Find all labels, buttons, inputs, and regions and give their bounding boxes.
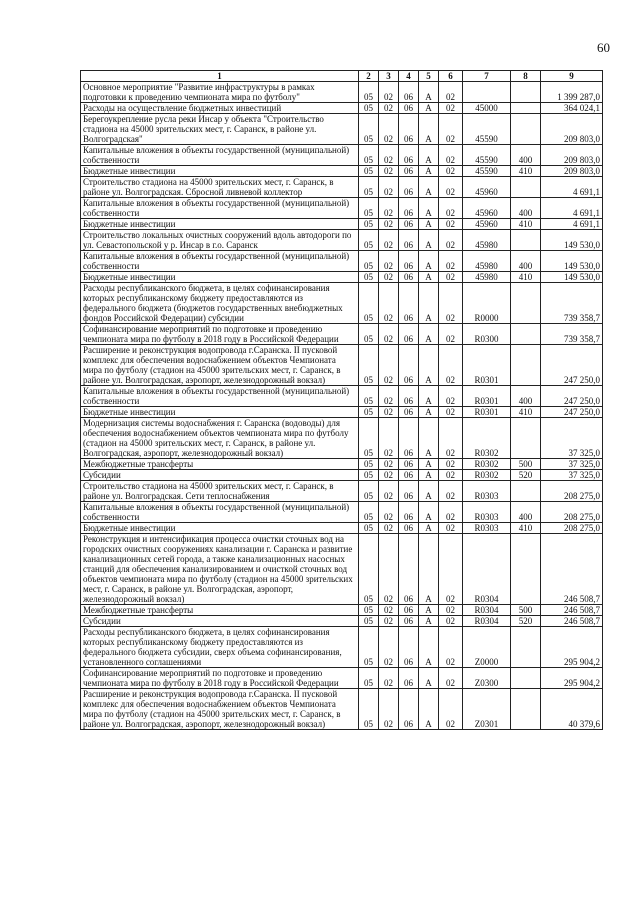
code-target: R0301 (463, 386, 511, 407)
row-amount: 295 904,2 (541, 627, 603, 668)
code-expense-type (511, 418, 541, 459)
code-subsection: 06 (399, 386, 419, 407)
row-amount: 247 250,0 (541, 407, 603, 418)
code-target: Z0301 (463, 689, 511, 730)
table-row (81, 145, 603, 166)
row-amount: 40 379,6 (541, 689, 603, 730)
code-expense-type (511, 283, 541, 324)
code-subprogram: 02 (439, 345, 463, 386)
code-target: Z0000 (463, 627, 511, 668)
code-program: А (419, 166, 439, 177)
row-amount: 1 399 287,0 (541, 82, 603, 103)
code-expense-type: 410 (511, 407, 541, 418)
code-program: А (419, 418, 439, 459)
row-name: Бюджетные инвестиции (81, 166, 359, 177)
code-section: 02 (379, 145, 399, 166)
row-name: Основное мероприятие "Развитие инфраструктуры в рамках подготовки к проведению чемпионата мира по футболу" (81, 82, 359, 103)
code-subsection: 06 (399, 166, 419, 177)
code-expense-type (511, 114, 541, 145)
code-program: А (419, 605, 439, 616)
code-ministry: 05 (359, 198, 379, 219)
code-section: 02 (379, 386, 399, 407)
code-subsection: 06 (399, 481, 419, 502)
code-target: 45980 (463, 272, 511, 283)
table-row (81, 177, 603, 198)
code-subsection: 06 (399, 114, 419, 145)
row-name: Капитальные вложения в объекты государственной (муниципальной) собственности (81, 198, 359, 219)
code-section: 02 (379, 523, 399, 534)
code-target: 45960 (463, 198, 511, 219)
row-amount: 247 250,0 (541, 386, 603, 407)
code-expense-type (511, 177, 541, 198)
code-section: 02 (379, 166, 399, 177)
row-amount: 739 358,7 (541, 324, 603, 345)
code-subprogram: 02 (439, 219, 463, 230)
code-subprogram: 02 (439, 283, 463, 324)
code-target: 45590 (463, 114, 511, 145)
code-target: 45960 (463, 219, 511, 230)
table-row (81, 470, 603, 481)
code-program: А (419, 145, 439, 166)
code-expense-type: 410 (511, 272, 541, 283)
table-row (81, 459, 603, 470)
code-expense-type (511, 324, 541, 345)
row-name: Капитальные вложения в объекты государственной (муниципальной) собственности (81, 502, 359, 523)
code-expense-type: 520 (511, 616, 541, 627)
code-section: 02 (379, 103, 399, 114)
table-body (81, 82, 603, 730)
code-target: R0300 (463, 324, 511, 345)
code-section: 02 (379, 481, 399, 502)
code-section: 02 (379, 605, 399, 616)
code-subsection: 06 (399, 470, 419, 481)
table-row (81, 616, 603, 627)
code-ministry: 05 (359, 345, 379, 386)
code-subprogram: 02 (439, 459, 463, 470)
code-ministry: 05 (359, 251, 379, 272)
row-amount: 37 325,0 (541, 470, 603, 481)
code-section: 02 (379, 418, 399, 459)
code-subsection: 06 (399, 627, 419, 668)
code-section: 02 (379, 283, 399, 324)
table-row (81, 283, 603, 324)
code-expense-type: 400 (511, 502, 541, 523)
table-row (81, 418, 603, 459)
budget-table (80, 70, 603, 730)
code-section: 02 (379, 345, 399, 386)
row-amount: 246 508,7 (541, 616, 603, 627)
code-section: 02 (379, 230, 399, 251)
row-name: Расширение и реконструкция водопровода г.Саранска. II пусковой комплекс для обеспечения водоснабжением объектов Чемпионата мира по футболу (стадион на 45000 зрительских мест, г. Саранск, в районе ул. Волгоградская, аэропорт, железнодорожный вокзал) (81, 689, 359, 730)
table-row (81, 251, 603, 272)
code-ministry: 05 (359, 605, 379, 616)
code-subprogram: 02 (439, 324, 463, 345)
code-subprogram: 02 (439, 251, 463, 272)
table-row (81, 668, 603, 689)
code-ministry: 05 (359, 145, 379, 166)
code-subprogram: 02 (439, 177, 463, 198)
code-target: R0301 (463, 345, 511, 386)
row-amount: 739 358,7 (541, 283, 603, 324)
code-target: 45980 (463, 230, 511, 251)
table-row (81, 534, 603, 605)
code-expense-type: 410 (511, 219, 541, 230)
code-ministry: 05 (359, 324, 379, 345)
code-program: А (419, 470, 439, 481)
code-target: R0303 (463, 502, 511, 523)
code-subprogram: 02 (439, 481, 463, 502)
code-subsection: 06 (399, 219, 419, 230)
row-name: Капитальные вложения в объекты государственной (муниципальной) собственности (81, 386, 359, 407)
code-ministry: 05 (359, 82, 379, 103)
row-name: Строительство локальных очистных сооружений вдоль автодороги по ул. Севастопольской у р. Инсар в г.о. Саранск (81, 230, 359, 251)
table-row (81, 502, 603, 523)
row-name: Бюджетные инвестиции (81, 219, 359, 230)
column-header: 9 (541, 71, 603, 82)
column-header: 6 (439, 71, 463, 82)
code-expense-type (511, 668, 541, 689)
code-expense-type: 410 (511, 166, 541, 177)
code-subprogram: 02 (439, 668, 463, 689)
code-target: 45000 (463, 103, 511, 114)
row-amount: 208 275,0 (541, 502, 603, 523)
code-subprogram: 02 (439, 605, 463, 616)
code-program: А (419, 668, 439, 689)
table-row (81, 627, 603, 668)
code-program: А (419, 534, 439, 605)
code-program: А (419, 198, 439, 219)
row-amount: 37 325,0 (541, 418, 603, 459)
table-row (81, 481, 603, 502)
column-header: 1 (81, 71, 359, 82)
table-row (81, 198, 603, 219)
code-section: 02 (379, 668, 399, 689)
code-target: R0301 (463, 407, 511, 418)
row-name: Капитальные вложения в объекты государственной (муниципальной) собственности (81, 251, 359, 272)
row-name: Реконструкция и интенсификация процесса очистки сточных вод на городских очистных сооружениях канализации г. Саранска и развитие канализационных сетей города, а также канализационных насосных станций для обеспечения канализированием и очисткой сточных вод объектов чемпионата мира по футболу (стадион на 45000 зрительских мест, г. Саранск, в районе ул. Волгоградская, аэропорт, железнодорожный вокзал) (81, 534, 359, 605)
code-program: А (419, 283, 439, 324)
row-amount: 209 803,0 (541, 145, 603, 166)
code-ministry: 05 (359, 627, 379, 668)
code-target: Z0300 (463, 668, 511, 689)
code-ministry: 05 (359, 386, 379, 407)
code-expense-type (511, 103, 541, 114)
code-program: А (419, 219, 439, 230)
code-expense-type: 400 (511, 198, 541, 219)
code-subsection: 06 (399, 418, 419, 459)
code-subprogram: 02 (439, 82, 463, 103)
code-expense-type: 500 (511, 459, 541, 470)
code-ministry: 05 (359, 470, 379, 481)
code-subsection: 06 (399, 82, 419, 103)
code-section: 02 (379, 502, 399, 523)
code-section: 02 (379, 616, 399, 627)
code-target: 45960 (463, 177, 511, 198)
code-subsection: 06 (399, 272, 419, 283)
code-subprogram: 02 (439, 523, 463, 534)
code-ministry: 05 (359, 534, 379, 605)
row-name: Софинансирование мероприятий по подготовке и проведению чемпионата мира по футболу в 2018 году в Российской Федерации (81, 324, 359, 345)
code-subprogram: 02 (439, 166, 463, 177)
row-name: Модернизация системы водоснабжения г. Саранска (водоводы) для обеспечения водоснабжением объектов чемпионата мира по футболу (стадион на 45000 зрительских мест, г. Саранск, в районе ул. Волгоградская, аэропорт, железнодорожный вокзал) (81, 418, 359, 459)
column-header: 4 (399, 71, 419, 82)
table-row (81, 82, 603, 103)
code-program: А (419, 324, 439, 345)
code-ministry: 05 (359, 230, 379, 251)
code-section: 02 (379, 324, 399, 345)
code-program: А (419, 386, 439, 407)
code-section: 02 (379, 114, 399, 145)
code-program: А (419, 407, 439, 418)
code-section: 02 (379, 459, 399, 470)
code-subprogram: 02 (439, 418, 463, 459)
row-name: Расходы республиканского бюджета, в целях софинансирования которых республиканскому бюджету предоставляются из федерального бюджета субсидии, сверх объема софинансирования, установленного соглашениями (81, 627, 359, 668)
column-header: 7 (463, 71, 511, 82)
row-name: Бюджетные инвестиции (81, 272, 359, 283)
code-program: А (419, 627, 439, 668)
page-number: 60 (597, 40, 610, 55)
code-section: 02 (379, 219, 399, 230)
row-name: Капитальные вложения в объекты государственной (муниципальной) собственности (81, 145, 359, 166)
code-ministry: 05 (359, 418, 379, 459)
table-header-row (81, 71, 603, 82)
table-row (81, 407, 603, 418)
code-subprogram: 02 (439, 534, 463, 605)
code-ministry: 05 (359, 177, 379, 198)
row-amount: 4 691,1 (541, 177, 603, 198)
code-expense-type: 500 (511, 605, 541, 616)
row-amount: 149 530,0 (541, 251, 603, 272)
code-subsection: 06 (399, 103, 419, 114)
code-ministry: 05 (359, 481, 379, 502)
row-amount: 364 024,1 (541, 103, 603, 114)
table-row (81, 230, 603, 251)
code-subprogram: 02 (439, 627, 463, 668)
code-subsection: 06 (399, 283, 419, 324)
code-target: R0304 (463, 616, 511, 627)
row-name: Расширение и реконструкция водопровода г.Саранска. II пусковой комплекс для обеспечения водоснабжением объектов Чемпионата мира по футболу (стадион на 45000 зрительских мест, г. Саранск, в районе ул. Волгоградская, аэропорт, железнодорожный вокзал) (81, 345, 359, 386)
code-subsection: 06 (399, 324, 419, 345)
row-name: Строительство стадиона на 45000 зрительских мест, г. Саранск, в районе ул. Волгоградская. Сети теплоснабжения (81, 481, 359, 502)
row-name: Расходы на осуществление бюджетных инвестиций (81, 103, 359, 114)
code-ministry: 05 (359, 459, 379, 470)
code-subsection: 06 (399, 668, 419, 689)
table-row (81, 166, 603, 177)
table-row (81, 605, 603, 616)
table-row (81, 219, 603, 230)
code-program: А (419, 523, 439, 534)
code-target: R0304 (463, 534, 511, 605)
code-ministry: 05 (359, 616, 379, 627)
code-subsection: 06 (399, 198, 419, 219)
column-header: 3 (379, 71, 399, 82)
code-subprogram: 02 (439, 230, 463, 251)
code-target: R0302 (463, 470, 511, 481)
code-section: 02 (379, 198, 399, 219)
code-ministry: 05 (359, 272, 379, 283)
code-section: 02 (379, 470, 399, 481)
code-subsection: 06 (399, 459, 419, 470)
code-subprogram: 02 (439, 198, 463, 219)
row-name: Бюджетные инвестиции (81, 407, 359, 418)
row-name: Субсидии (81, 470, 359, 481)
code-target: R0304 (463, 605, 511, 616)
code-ministry: 05 (359, 283, 379, 324)
row-amount: 208 275,0 (541, 523, 603, 534)
code-section: 02 (379, 627, 399, 668)
code-ministry: 05 (359, 668, 379, 689)
code-program: А (419, 114, 439, 145)
code-subsection: 06 (399, 145, 419, 166)
table-row (81, 103, 603, 114)
code-expense-type: 410 (511, 523, 541, 534)
code-program: А (419, 177, 439, 198)
code-program: А (419, 251, 439, 272)
row-name: Строительство стадиона на 45000 зрительских мест, г. Саранск, в районе ул. Волгоградская. Сбросной ливневой коллектор (81, 177, 359, 198)
code-target: 45980 (463, 251, 511, 272)
row-name: Межбюджетные трансферты (81, 459, 359, 470)
code-subsection: 06 (399, 605, 419, 616)
code-ministry: 05 (359, 114, 379, 145)
code-expense-type (511, 534, 541, 605)
row-amount: 246 508,7 (541, 605, 603, 616)
code-expense-type (511, 230, 541, 251)
row-amount: 247 250,0 (541, 345, 603, 386)
code-program: А (419, 502, 439, 523)
code-target: R0303 (463, 481, 511, 502)
code-program: А (419, 481, 439, 502)
code-subprogram: 02 (439, 114, 463, 145)
code-program: А (419, 82, 439, 103)
row-amount: 208 275,0 (541, 481, 603, 502)
code-expense-type: 400 (511, 386, 541, 407)
row-name: Субсидии (81, 616, 359, 627)
code-section: 02 (379, 534, 399, 605)
code-program: А (419, 616, 439, 627)
code-target: 45590 (463, 145, 511, 166)
code-subsection: 06 (399, 502, 419, 523)
code-expense-type: 520 (511, 470, 541, 481)
code-subsection: 06 (399, 534, 419, 605)
code-subprogram: 02 (439, 407, 463, 418)
code-section: 02 (379, 251, 399, 272)
code-expense-type (511, 345, 541, 386)
code-subprogram: 02 (439, 502, 463, 523)
code-program: А (419, 272, 439, 283)
code-target (463, 82, 511, 103)
code-ministry: 05 (359, 689, 379, 730)
code-subsection: 06 (399, 689, 419, 730)
code-expense-type (511, 82, 541, 103)
code-target: 45590 (463, 166, 511, 177)
code-subprogram: 02 (439, 272, 463, 283)
code-ministry: 05 (359, 502, 379, 523)
column-header: 5 (419, 71, 439, 82)
code-subsection: 06 (399, 345, 419, 386)
row-name: Расходы республиканского бюджета, в целях софинансирования которых республиканскому бюджету предоставляются из федерального бюджета (бюджетов государственных внебюджетных фондов Российской Федерации) субсидии (81, 283, 359, 324)
table-row (81, 386, 603, 407)
code-section: 02 (379, 407, 399, 418)
code-program: А (419, 345, 439, 386)
code-subsection: 06 (399, 616, 419, 627)
code-target: R0303 (463, 523, 511, 534)
code-subprogram: 02 (439, 386, 463, 407)
column-header: 8 (511, 71, 541, 82)
code-ministry: 05 (359, 407, 379, 418)
row-amount: 246 508,7 (541, 534, 603, 605)
code-section: 02 (379, 177, 399, 198)
code-subprogram: 02 (439, 616, 463, 627)
code-section: 02 (379, 689, 399, 730)
code-subprogram: 02 (439, 470, 463, 481)
row-name: Бюджетные инвестиции (81, 523, 359, 534)
code-ministry: 05 (359, 103, 379, 114)
row-amount: 149 530,0 (541, 272, 603, 283)
code-expense-type: 400 (511, 145, 541, 166)
code-section: 02 (379, 272, 399, 283)
row-amount: 4 691,1 (541, 198, 603, 219)
code-target: R0000 (463, 283, 511, 324)
code-program: А (419, 230, 439, 251)
table-row (81, 523, 603, 534)
row-name: Берегоукрепление русла реки Инсар у объекта "Строительство стадиона на 45000 зрительских мест, г. Саранск, в районе ул. Волгоградская" (81, 114, 359, 145)
row-amount: 209 803,0 (541, 166, 603, 177)
code-ministry: 05 (359, 219, 379, 230)
row-amount: 149 530,0 (541, 230, 603, 251)
code-target: R0302 (463, 418, 511, 459)
table-row (81, 272, 603, 283)
code-ministry: 05 (359, 166, 379, 177)
row-amount: 4 691,1 (541, 219, 603, 230)
table-row (81, 345, 603, 386)
column-header: 2 (359, 71, 379, 82)
code-expense-type (511, 627, 541, 668)
code-program: А (419, 689, 439, 730)
code-subsection: 06 (399, 251, 419, 272)
code-subsection: 06 (399, 177, 419, 198)
row-name: Межбюджетные трансферты (81, 605, 359, 616)
code-subsection: 06 (399, 407, 419, 418)
code-program: А (419, 103, 439, 114)
code-expense-type (511, 689, 541, 730)
row-amount: 209 803,0 (541, 114, 603, 145)
code-subsection: 06 (399, 523, 419, 534)
code-ministry: 05 (359, 523, 379, 534)
code-target: R0302 (463, 459, 511, 470)
code-subprogram: 02 (439, 689, 463, 730)
row-amount: 37 325,0 (541, 459, 603, 470)
row-name: Софинансирование мероприятий по подготовке и проведению чемпионата мира по футболу в 2018 году в Российской Федерации (81, 668, 359, 689)
code-program: А (419, 459, 439, 470)
table-row (81, 324, 603, 345)
code-subsection: 06 (399, 230, 419, 251)
table-row (81, 689, 603, 730)
table-row (81, 114, 603, 145)
code-subprogram: 02 (439, 103, 463, 114)
row-amount: 295 904,2 (541, 668, 603, 689)
code-section: 02 (379, 82, 399, 103)
code-expense-type (511, 481, 541, 502)
code-expense-type: 400 (511, 251, 541, 272)
code-subprogram: 02 (439, 145, 463, 166)
